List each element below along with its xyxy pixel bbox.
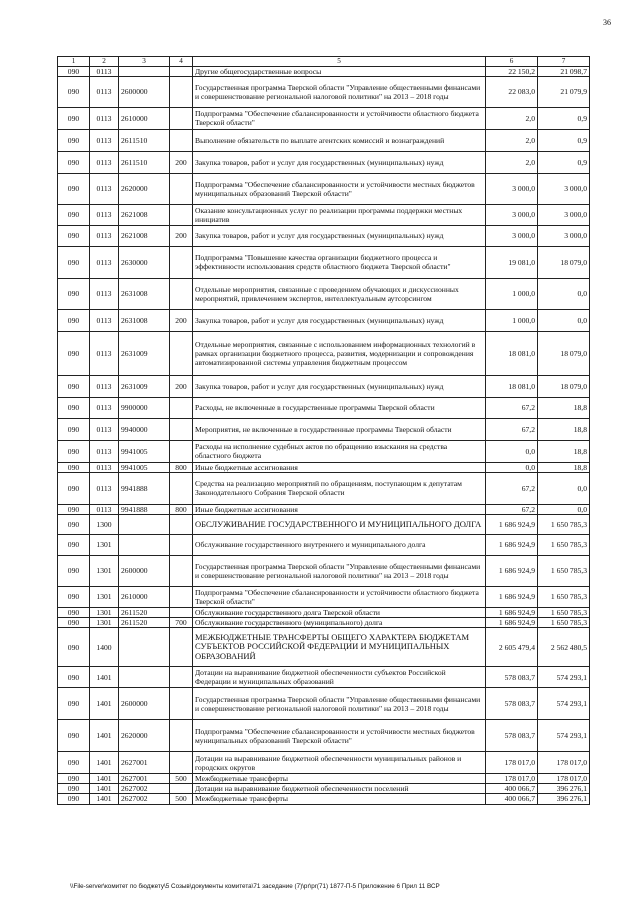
ministry-code-cell: 090 <box>58 309 90 331</box>
plan-amount-cell: 2 605 479,4 <box>486 628 538 667</box>
expense-type-code-cell <box>170 397 193 418</box>
table-row <box>58 607 590 617</box>
section-code-cell: 1300 <box>90 514 119 534</box>
plan-amount-cell: 0,0 <box>486 462 538 472</box>
expense-type-code-cell <box>170 534 193 555</box>
target-article-code-cell: 2627001 <box>119 774 170 784</box>
expense-type-code-cell <box>170 440 193 462</box>
actual-amount-cell: 178 017,0 <box>538 752 590 774</box>
target-article-code-cell: 2610000 <box>119 586 170 607</box>
table-row <box>58 107 590 129</box>
section-code-cell: 1401 <box>90 752 119 774</box>
expense-type-code-cell <box>170 752 193 774</box>
header-cell: 2 <box>90 57 119 67</box>
plan-amount-cell: 18 081,0 <box>486 375 538 397</box>
target-article-code-cell <box>119 534 170 555</box>
table-row <box>58 397 590 418</box>
target-article-code-cell: 9941888 <box>119 504 170 514</box>
section-code-cell: 0113 <box>90 173 119 204</box>
item-name-cell: ОБСЛУЖИВАНИЕ ГОСУДАРСТВЕННОГО И МУНИЦИПАЛЬНОГО ДОЛГА <box>193 514 486 534</box>
actual-amount-cell: 0,0 <box>538 309 590 331</box>
item-name-cell: Межбюджетные трансферты <box>193 774 486 784</box>
plan-amount-cell: 22 083,0 <box>486 76 538 107</box>
expense-type-code-cell <box>170 204 193 225</box>
ministry-code-cell: 090 <box>58 107 90 129</box>
table-row <box>58 752 590 774</box>
target-article-code-cell: 2631008 <box>119 309 170 331</box>
target-article-code-cell: 2627001 <box>119 752 170 774</box>
section-code-cell: 0113 <box>90 278 119 309</box>
item-name-cell: Расходы на исполнение судебных актов по обращению взыскания на средства областного бюджета <box>193 440 486 462</box>
plan-amount-cell: 578 083,7 <box>486 720 538 752</box>
item-name-cell: Подпрограмма "Обеспечение сбалансированности и устойчивости местных бюджетов муниципальных образований Тверской области" <box>193 720 486 752</box>
expense-type-code-cell <box>170 278 193 309</box>
footer-file-path: \\File-server\комитет по бюджету\5 Созыв\документы комитета\71 заседание (7)\pr\pr(71) 1877-П-5 Приложение 6 Прил 11 ВСР <box>70 883 440 890</box>
actual-amount-cell: 0,0 <box>538 472 590 504</box>
actual-amount-cell: 0,9 <box>538 129 590 151</box>
plan-amount-cell: 400 066,7 <box>486 794 538 804</box>
expense-type-code-cell: 500 <box>170 794 193 804</box>
target-article-code-cell: 2611520 <box>119 618 170 628</box>
actual-amount-cell: 1 650 785,3 <box>538 586 590 607</box>
ministry-code-cell: 090 <box>58 278 90 309</box>
section-code-cell: 0113 <box>90 66 119 76</box>
budget-table <box>57 56 590 805</box>
expense-type-code-cell <box>170 720 193 752</box>
expense-type-code-cell <box>170 66 193 76</box>
header-cell: 7 <box>538 57 590 67</box>
section-code-cell: 0113 <box>90 76 119 107</box>
table-row <box>58 514 590 534</box>
ministry-code-cell: 090 <box>58 534 90 555</box>
actual-amount-cell: 396 276,1 <box>538 784 590 794</box>
target-article-code-cell: 2611520 <box>119 607 170 617</box>
plan-amount-cell: 400 066,7 <box>486 784 538 794</box>
plan-amount-cell: 2,0 <box>486 107 538 129</box>
target-article-code-cell: 2611510 <box>119 129 170 151</box>
plan-amount-cell: 3 000,0 <box>486 225 538 246</box>
actual-amount-cell: 1 650 785,3 <box>538 618 590 628</box>
item-name-cell: Дотации на выравнивание бюджетной обеспеченности поселений <box>193 784 486 794</box>
table-row <box>58 504 590 514</box>
ministry-code-cell: 090 <box>58 397 90 418</box>
table-row <box>58 440 590 462</box>
actual-amount-cell: 0,0 <box>538 278 590 309</box>
ministry-code-cell: 090 <box>58 586 90 607</box>
section-code-cell: 1301 <box>90 607 119 617</box>
actual-amount-cell: 18 079,0 <box>538 246 590 278</box>
table-row <box>58 794 590 804</box>
table-row <box>58 586 590 607</box>
target-article-code-cell: 2620000 <box>119 720 170 752</box>
section-code-cell: 0113 <box>90 225 119 246</box>
plan-amount-cell: 19 081,0 <box>486 246 538 278</box>
expense-type-code-cell <box>170 107 193 129</box>
item-name-cell: Государственная программа Тверской области "Управление общественными финансами и совершенствование региональной налоговой политики" на 2013 – 2018 годы <box>193 76 486 107</box>
section-code-cell: 0113 <box>90 504 119 514</box>
section-code-cell: 1401 <box>90 794 119 804</box>
plan-amount-cell: 1 686 924,9 <box>486 514 538 534</box>
table-row <box>58 225 590 246</box>
item-name-cell: Средства на реализацию мероприятий по обращениям, поступающим к депутатам Законодательного Собрания Тверской области <box>193 472 486 504</box>
section-code-cell: 1401 <box>90 667 119 688</box>
expense-type-code-cell <box>170 688 193 720</box>
actual-amount-cell: 18,8 <box>538 418 590 440</box>
target-article-code-cell <box>119 628 170 667</box>
header-cell: 4 <box>170 57 193 67</box>
table-row <box>58 66 590 76</box>
ministry-code-cell: 090 <box>58 440 90 462</box>
table-row <box>58 418 590 440</box>
plan-amount-cell: 2,0 <box>486 151 538 173</box>
actual-amount-cell: 18,8 <box>538 440 590 462</box>
plan-amount-cell: 1 686 924,9 <box>486 586 538 607</box>
expense-type-code-cell <box>170 129 193 151</box>
expense-type-code-cell <box>170 418 193 440</box>
target-article-code-cell <box>119 514 170 534</box>
table-row <box>58 173 590 204</box>
item-name-cell: Оказание консультационных услуг по реализации программы поддержки местных инициатив <box>193 204 486 225</box>
item-name-cell: Межбюджетные трансферты <box>193 794 486 804</box>
section-code-cell: 0113 <box>90 331 119 375</box>
actual-amount-cell: 3 000,0 <box>538 204 590 225</box>
ministry-code-cell: 090 <box>58 151 90 173</box>
actual-amount-cell: 396 276,1 <box>538 794 590 804</box>
table-row <box>58 462 590 472</box>
actual-amount-cell: 3 000,0 <box>538 173 590 204</box>
expense-type-code-cell <box>170 76 193 107</box>
actual-amount-cell: 18 079,0 <box>538 331 590 375</box>
item-name-cell: Подпрограмма "Обеспечение сбалансированности и устойчивости местных бюджетов муниципальных образований Тверской области" <box>193 173 486 204</box>
actual-amount-cell: 18,8 <box>538 397 590 418</box>
table-row <box>58 151 590 173</box>
plan-amount-cell: 67,2 <box>486 504 538 514</box>
expense-type-code-cell <box>170 607 193 617</box>
target-article-code-cell: 9941005 <box>119 440 170 462</box>
ministry-code-cell: 090 <box>58 418 90 440</box>
target-article-code-cell: 2610000 <box>119 107 170 129</box>
plan-amount-cell: 1 686 924,9 <box>486 618 538 628</box>
plan-amount-cell: 2,0 <box>486 129 538 151</box>
plan-amount-cell: 578 083,7 <box>486 667 538 688</box>
section-code-cell: 1401 <box>90 720 119 752</box>
actual-amount-cell: 2 562 480,5 <box>538 628 590 667</box>
actual-amount-cell: 1 650 785,3 <box>538 555 590 586</box>
plan-amount-cell: 1 686 924,9 <box>486 555 538 586</box>
section-code-cell: 1301 <box>90 534 119 555</box>
header-cell: 6 <box>486 57 538 67</box>
plan-amount-cell: 67,2 <box>486 418 538 440</box>
expense-type-code-cell <box>170 628 193 667</box>
expense-type-code-cell <box>170 472 193 504</box>
expense-type-code-cell <box>170 667 193 688</box>
target-article-code-cell: 9900000 <box>119 397 170 418</box>
expense-type-code-cell: 200 <box>170 151 193 173</box>
actual-amount-cell: 1 650 785,3 <box>538 514 590 534</box>
target-article-code-cell: 2621008 <box>119 204 170 225</box>
section-code-cell: 0113 <box>90 204 119 225</box>
item-name-cell: Государственная программа Тверской области "Управление общественными финансами и совершенствование региональной налоговой политики" на 2013 – 2018 годы <box>193 688 486 720</box>
plan-amount-cell: 67,2 <box>486 397 538 418</box>
item-name-cell: Выполнение обязательств по выплате агентских комиссий и вознаграждений <box>193 129 486 151</box>
section-code-cell: 0113 <box>90 440 119 462</box>
table-row <box>58 331 590 375</box>
actual-amount-cell: 574 293,1 <box>538 667 590 688</box>
table-row <box>58 720 590 752</box>
item-name-cell: Закупка товаров, работ и услуг для государственных (муниципальных) нужд <box>193 309 486 331</box>
ministry-code-cell: 090 <box>58 618 90 628</box>
plan-amount-cell: 1 686 924,9 <box>486 534 538 555</box>
item-name-cell: Обслуживание государственного долга Тверской области <box>193 607 486 617</box>
item-name-cell: Обслуживание государственного внутреннего и муниципального долга <box>193 534 486 555</box>
actual-amount-cell: 21 079,9 <box>538 76 590 107</box>
plan-amount-cell: 578 083,7 <box>486 688 538 720</box>
target-article-code-cell <box>119 667 170 688</box>
table-row <box>58 129 590 151</box>
table-row <box>58 688 590 720</box>
target-article-code-cell: 2611510 <box>119 151 170 173</box>
actual-amount-cell: 1 650 785,3 <box>538 534 590 555</box>
table-row <box>58 204 590 225</box>
header-cell: 1 <box>58 57 90 67</box>
ministry-code-cell: 090 <box>58 607 90 617</box>
actual-amount-cell: 574 293,1 <box>538 720 590 752</box>
plan-amount-cell: 22 150,2 <box>486 66 538 76</box>
expense-type-code-cell: 800 <box>170 504 193 514</box>
ministry-code-cell: 090 <box>58 462 90 472</box>
target-article-code-cell: 9941888 <box>119 472 170 504</box>
table-row <box>58 618 590 628</box>
item-name-cell: Подпрограмма "Обеспечение сбалансированности и устойчивости областного бюджета Тверской области" <box>193 107 486 129</box>
actual-amount-cell: 0,0 <box>538 504 590 514</box>
item-name-cell: Подпрограмма "Повышение качества организации бюджетного процесса и эффективности использования средств областного бюджета Тверской области" <box>193 246 486 278</box>
item-name-cell: Другие общегосударственные вопросы <box>193 66 486 76</box>
expense-type-code-cell: 200 <box>170 309 193 331</box>
item-name-cell: Дотации на выравнивание бюджетной обеспеченности муниципальных районов и городских округов <box>193 752 486 774</box>
ministry-code-cell: 090 <box>58 129 90 151</box>
table-row <box>58 534 590 555</box>
page-number: 36 <box>603 18 611 27</box>
ministry-code-cell: 090 <box>58 628 90 667</box>
item-name-cell: Иные бюджетные ассигнования <box>193 462 486 472</box>
expense-type-code-cell <box>170 586 193 607</box>
ministry-code-cell: 090 <box>58 555 90 586</box>
item-name-cell: Закупка товаров, работ и услуг для государственных (муниципальных) нужд <box>193 375 486 397</box>
table-row <box>58 667 590 688</box>
section-code-cell: 0113 <box>90 397 119 418</box>
actual-amount-cell: 178 017,0 <box>538 774 590 784</box>
table-row <box>58 628 590 667</box>
plan-amount-cell: 178 017,0 <box>486 774 538 784</box>
section-code-cell: 1401 <box>90 784 119 794</box>
expense-type-code-cell: 200 <box>170 225 193 246</box>
expense-type-code-cell: 700 <box>170 618 193 628</box>
plan-amount-cell: 1 000,0 <box>486 278 538 309</box>
table-row <box>58 246 590 278</box>
target-article-code-cell: 9940000 <box>119 418 170 440</box>
expense-type-code-cell <box>170 173 193 204</box>
table-row <box>58 375 590 397</box>
item-name-cell: Подпрограмма "Обеспечение сбалансированности и устойчивости областного бюджета Тверской области" <box>193 586 486 607</box>
ministry-code-cell: 090 <box>58 720 90 752</box>
target-article-code-cell: 2627002 <box>119 794 170 804</box>
section-code-cell: 0113 <box>90 375 119 397</box>
item-name-cell: Государственная программа Тверской области "Управление общественными финансами и совершенствование региональной налоговой политики" на 2013 – 2018 годы <box>193 555 486 586</box>
table-row <box>58 472 590 504</box>
plan-amount-cell: 1 686 924,9 <box>486 607 538 617</box>
actual-amount-cell: 18,8 <box>538 462 590 472</box>
section-code-cell: 0113 <box>90 418 119 440</box>
table-row <box>58 774 590 784</box>
actual-amount-cell: 0,9 <box>538 151 590 173</box>
actual-amount-cell: 18 079,0 <box>538 375 590 397</box>
item-name-cell: Отдельные мероприятия, связанные с проведением обучающих и дискуссионных мероприятий, привлечением экспертов, интеллектуальным аутсорсингом <box>193 278 486 309</box>
ministry-code-cell: 090 <box>58 76 90 107</box>
target-article-code-cell: 2627002 <box>119 784 170 794</box>
plan-amount-cell: 3 000,0 <box>486 204 538 225</box>
table-row <box>58 76 590 107</box>
actual-amount-cell: 1 650 785,3 <box>538 607 590 617</box>
item-name-cell: Расходы, не включенные в государственные программы Тверской области <box>193 397 486 418</box>
section-code-cell: 1400 <box>90 628 119 667</box>
table-header-row <box>58 57 590 67</box>
ministry-code-cell: 090 <box>58 794 90 804</box>
table-row <box>58 784 590 794</box>
ministry-code-cell: 090 <box>58 504 90 514</box>
ministry-code-cell: 090 <box>58 225 90 246</box>
table-row <box>58 278 590 309</box>
header-cell: 3 <box>119 57 170 67</box>
section-code-cell: 1301 <box>90 555 119 586</box>
header-cell: 5 <box>193 57 486 67</box>
item-name-cell: Обслуживание государственного (муниципального) долга <box>193 618 486 628</box>
actual-amount-cell: 0,9 <box>538 107 590 129</box>
section-code-cell: 0113 <box>90 472 119 504</box>
ministry-code-cell: 090 <box>58 472 90 504</box>
item-name-cell: Иные бюджетные ассигнования <box>193 504 486 514</box>
section-code-cell: 1301 <box>90 618 119 628</box>
section-code-cell: 1401 <box>90 688 119 720</box>
expense-type-code-cell <box>170 331 193 375</box>
section-code-cell: 1301 <box>90 586 119 607</box>
section-code-cell: 0113 <box>90 246 119 278</box>
item-name-cell: МЕЖБЮДЖЕТНЫЕ ТРАНСФЕРТЫ ОБЩЕГО ХАРАКТЕРА БЮДЖЕТАМ СУБЪЕКТОВ РОССИЙСКОЙ ФЕДЕРАЦИИ И МУНИЦИПАЛЬНЫХ ОБРАЗОВАНИЙ <box>193 628 486 667</box>
ministry-code-cell: 090 <box>58 375 90 397</box>
ministry-code-cell: 090 <box>58 667 90 688</box>
target-article-code-cell: 2630000 <box>119 246 170 278</box>
item-name-cell: Закупка товаров, работ и услуг для государственных (муниципальных) нужд <box>193 151 486 173</box>
expense-type-code-cell: 200 <box>170 375 193 397</box>
ministry-code-cell: 090 <box>58 774 90 784</box>
plan-amount-cell: 0,0 <box>486 440 538 462</box>
actual-amount-cell: 21 098,7 <box>538 66 590 76</box>
item-name-cell: Дотации на выравнивание бюджетной обеспеченности субъектов Российской Федерации и муниципальных образований <box>193 667 486 688</box>
section-code-cell: 0113 <box>90 151 119 173</box>
actual-amount-cell: 574 293,1 <box>538 688 590 720</box>
expense-type-code-cell <box>170 784 193 794</box>
expense-type-code-cell <box>170 514 193 534</box>
section-code-cell: 1401 <box>90 774 119 784</box>
target-article-code-cell: 2631008 <box>119 278 170 309</box>
ministry-code-cell: 090 <box>58 784 90 794</box>
target-article-code-cell: 9941005 <box>119 462 170 472</box>
ministry-code-cell: 090 <box>58 173 90 204</box>
plan-amount-cell: 178 017,0 <box>486 752 538 774</box>
target-article-code-cell: 2600000 <box>119 688 170 720</box>
item-name-cell: Закупка товаров, работ и услуг для государственных (муниципальных) нужд <box>193 225 486 246</box>
expense-type-code-cell <box>170 246 193 278</box>
ministry-code-cell: 090 <box>58 331 90 375</box>
plan-amount-cell: 67,2 <box>486 472 538 504</box>
section-code-cell: 0113 <box>90 107 119 129</box>
table-row <box>58 555 590 586</box>
table-row <box>58 309 590 331</box>
expense-type-code-cell <box>170 555 193 586</box>
item-name-cell: Отдельные мероприятия, связанные с использованием информационных технологий в рамках организации бюджетного процесса, развития, модернизации и сопровождения автоматизированной системы управления бюджетным процессом <box>193 331 486 375</box>
ministry-code-cell: 090 <box>58 246 90 278</box>
item-name-cell: Мероприятия, не включенные в государственные программы Тверской области <box>193 418 486 440</box>
ministry-code-cell: 090 <box>58 688 90 720</box>
section-code-cell: 0113 <box>90 129 119 151</box>
target-article-code-cell: 2621008 <box>119 225 170 246</box>
ministry-code-cell: 090 <box>58 204 90 225</box>
plan-amount-cell: 3 000,0 <box>486 173 538 204</box>
expense-type-code-cell: 800 <box>170 462 193 472</box>
target-article-code-cell: 2620000 <box>119 173 170 204</box>
target-article-code-cell: 2600000 <box>119 555 170 586</box>
target-article-code-cell: 2631009 <box>119 331 170 375</box>
ministry-code-cell: 090 <box>58 66 90 76</box>
target-article-code-cell: 2600000 <box>119 76 170 107</box>
ministry-code-cell: 090 <box>58 752 90 774</box>
actual-amount-cell: 3 000,0 <box>538 225 590 246</box>
expense-type-code-cell: 500 <box>170 774 193 784</box>
target-article-code-cell: 2631009 <box>119 375 170 397</box>
section-code-cell: 0113 <box>90 309 119 331</box>
section-code-cell: 0113 <box>90 462 119 472</box>
ministry-code-cell: 090 <box>58 514 90 534</box>
plan-amount-cell: 18 081,0 <box>486 331 538 375</box>
target-article-code-cell <box>119 66 170 76</box>
plan-amount-cell: 1 000,0 <box>486 309 538 331</box>
